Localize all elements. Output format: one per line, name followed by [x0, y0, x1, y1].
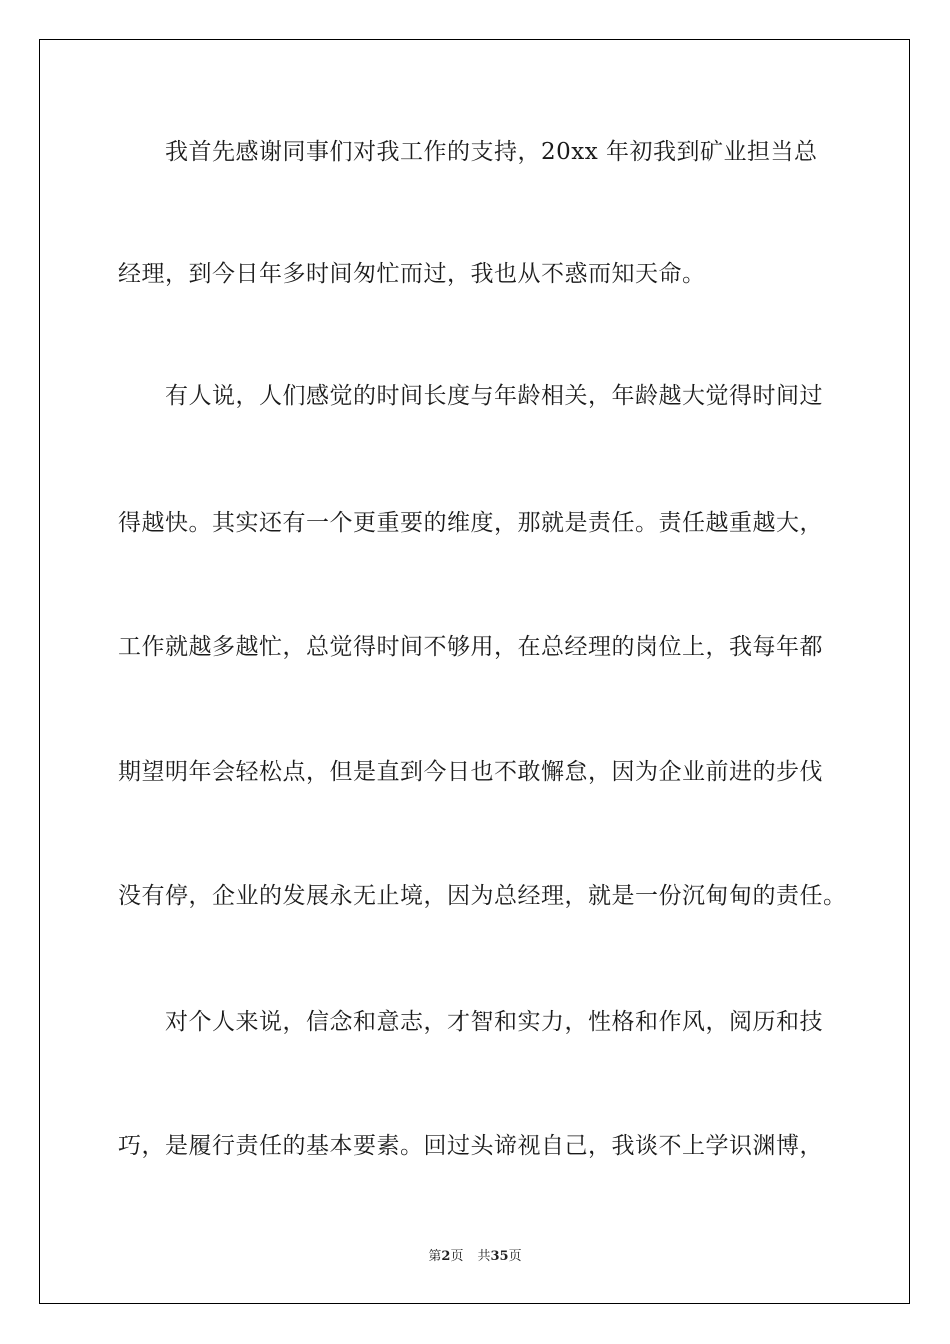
- paragraph-line: 期望明年会轻松点，但是直到今日也不敢懈怠，因为企业前进的步伐: [118, 759, 823, 785]
- paragraph-line: 经理，到今日年多时间匆忙而过，我也从不惑而知天命。: [118, 261, 706, 287]
- total-pages: 35: [490, 1249, 509, 1264]
- total-prefix: 共: [477, 1249, 491, 1264]
- paragraph-line: 巧，是履行责任的基本要素。回过头谛视自己，我谈不上学识渊博，: [118, 1133, 823, 1159]
- paragraph-line: 没有停，企业的发展永无止境，因为总经理，就是一份沉甸甸的责任。: [118, 883, 847, 909]
- paragraph-line: 对个人来说，信念和意志，才智和实力，性格和作风，阅历和技: [165, 1009, 823, 1035]
- paragraph-line: 有人说，人们感觉的时间长度与年龄相关，年龄越大觉得时间过: [165, 383, 823, 409]
- paragraph-line: 工作就越多越忙，总觉得时间不够用，在总经理的岗位上，我每年都: [118, 634, 823, 660]
- total-suffix: 页: [508, 1249, 522, 1264]
- paragraph-line: 我首先感谢同事们对我工作的支持，20xx 年初我到矿业担当总: [165, 139, 818, 165]
- page-frame: [39, 39, 910, 1304]
- paragraph-line: 得越快。其实还有一个更重要的维度，那就是责任。责任越重越大，: [118, 510, 823, 536]
- page-suffix: 页: [450, 1249, 464, 1264]
- page-footer: [0, 1245, 950, 1264]
- page-prefix: 第: [428, 1249, 442, 1264]
- page-number: 2: [441, 1249, 451, 1264]
